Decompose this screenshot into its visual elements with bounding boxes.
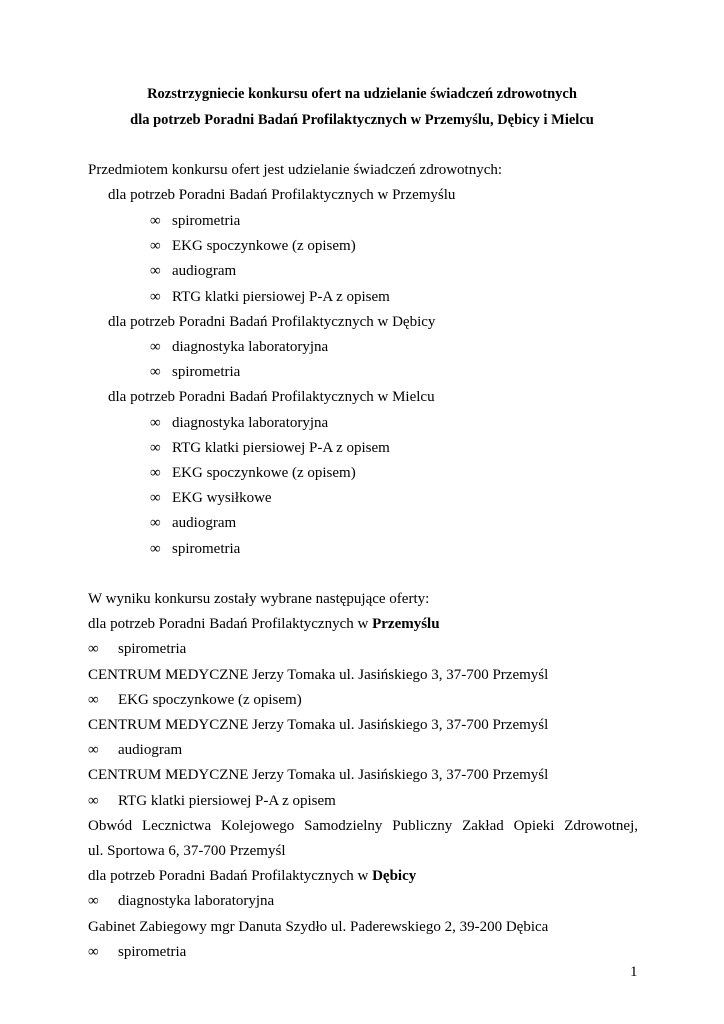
list-item [150,262,236,280]
result-service-label: EKG spoczynkowe (z opisem) [118,692,302,708]
result-service-label: spirometria [118,944,187,960]
result-provider: CENTRUM MEDYCZNE Jerzy Tomaka ul. Jasińskiego 3, 37-700 Przemyśl [88,767,549,783]
results-heading-debica [88,867,416,885]
list-item-label: audiogram [172,263,237,279]
list-item-label: RTG klatki piersiowej P-A z opisem [172,440,390,456]
results-heading-city: Dębicy [372,868,417,884]
result-provider: CENTRUM MEDYCZNE Jerzy Tomaka ul. Jasińskiego 3, 37-700 Przemyśl [88,717,549,733]
list-item-label: spirometria [172,364,241,380]
result-provider: Gabinet Zabiegowy mgr Danuta Szydło ul. Paderewskiego 2, 39-200 Dębica [88,919,549,935]
list-item-label: diagnostyka laboratoryjna [172,415,329,431]
document-title-line-1: Rozstrzygniecie konkursu ofert na udzielanie świadczeń zdrowotnych [147,86,577,102]
scope-heading-debica: dla potrzeb Poradni Badań Profilaktycznych w Dębicy [108,314,436,330]
result-service-label: diagnostyka laboratoryjna [118,893,275,909]
infinity-bullet-icon: ∞ [150,364,161,380]
infinity-bullet-icon: ∞ [150,263,161,279]
list-item [150,540,240,558]
list-item [150,212,240,230]
intro-paragraph: Przedmiotem konkursu ofert jest udzielanie świadczeń zdrowotnych: [88,162,503,178]
infinity-bullet-icon: ∞ [88,893,99,909]
page-number: 1 [630,964,638,980]
infinity-bullet-icon: ∞ [150,213,161,229]
result-provider-line-2: ul. Sportowa 6, 37-700 Przemyśl [88,843,286,859]
list-item-label: EKG wysiłkowe [172,490,272,506]
result-service [88,741,182,759]
result-service-label: RTG klatki piersiowej P-A z opisem [118,793,336,809]
list-item [150,414,328,432]
results-heading-prefix: dla potrzeb Poradni Badań Profilaktycznych w [88,616,373,632]
result-service [88,943,186,961]
list-item-label: diagnostyka laboratoryjna [172,339,329,355]
list-item [150,514,236,532]
result-service [88,892,274,910]
infinity-bullet-icon: ∞ [150,490,161,506]
infinity-bullet-icon: ∞ [150,515,161,531]
list-item [150,288,390,306]
infinity-bullet-icon: ∞ [88,944,99,960]
infinity-bullet-icon: ∞ [150,339,161,355]
infinity-bullet-icon: ∞ [150,465,161,481]
list-item-label: EKG spoczynkowe (z opisem) [172,465,356,481]
scope-heading-mielec: dla potrzeb Poradni Badań Profilaktycznych w Mielcu [108,389,435,405]
list-item [150,439,390,457]
list-item [150,464,356,482]
result-service [88,792,336,810]
list-item [150,363,240,381]
results-intro: W wyniku konkursu zostały wybrane następujące oferty: [88,591,430,607]
results-heading-city: Przemyślu [372,616,440,632]
list-item [150,489,272,507]
result-service [88,691,302,709]
infinity-bullet-icon: ∞ [150,440,161,456]
list-item-label: RTG klatki piersiowej P-A z opisem [172,289,390,305]
infinity-bullet-icon: ∞ [150,541,161,557]
list-item [150,338,328,356]
infinity-bullet-icon: ∞ [150,238,161,254]
infinity-bullet-icon: ∞ [88,641,99,657]
list-item-label: EKG spoczynkowe (z opisem) [172,238,356,254]
results-heading-prefix: dla potrzeb Poradni Badań Profilaktycznych w [88,868,373,884]
infinity-bullet-icon: ∞ [88,692,99,708]
result-service-label: spirometria [118,641,187,657]
scope-heading-przemysl: dla potrzeb Poradni Badań Profilaktycznych w Przemyślu [108,187,456,203]
list-item [150,237,356,255]
infinity-bullet-icon: ∞ [150,415,161,431]
list-item-label: spirometria [172,213,241,229]
results-heading-przemysl [88,615,440,633]
result-provider-line-1: Obwód Lecznictwa Kolejowego Samodzielny Publiczny Zakład Opieki Zdrowotnej, [88,818,638,834]
result-service [88,640,186,658]
result-service-label: audiogram [118,742,183,758]
document-title-line-2: dla potrzeb Poradni Badań Profilaktycznych w Przemyślu, Dębicy i Mielcu [130,112,594,128]
infinity-bullet-icon: ∞ [88,793,99,809]
infinity-bullet-icon: ∞ [150,289,161,305]
list-item-label: audiogram [172,515,237,531]
list-item-label: spirometria [172,541,241,557]
infinity-bullet-icon: ∞ [88,742,99,758]
result-provider: CENTRUM MEDYCZNE Jerzy Tomaka ul. Jasińskiego 3, 37-700 Przemyśl [88,667,549,683]
